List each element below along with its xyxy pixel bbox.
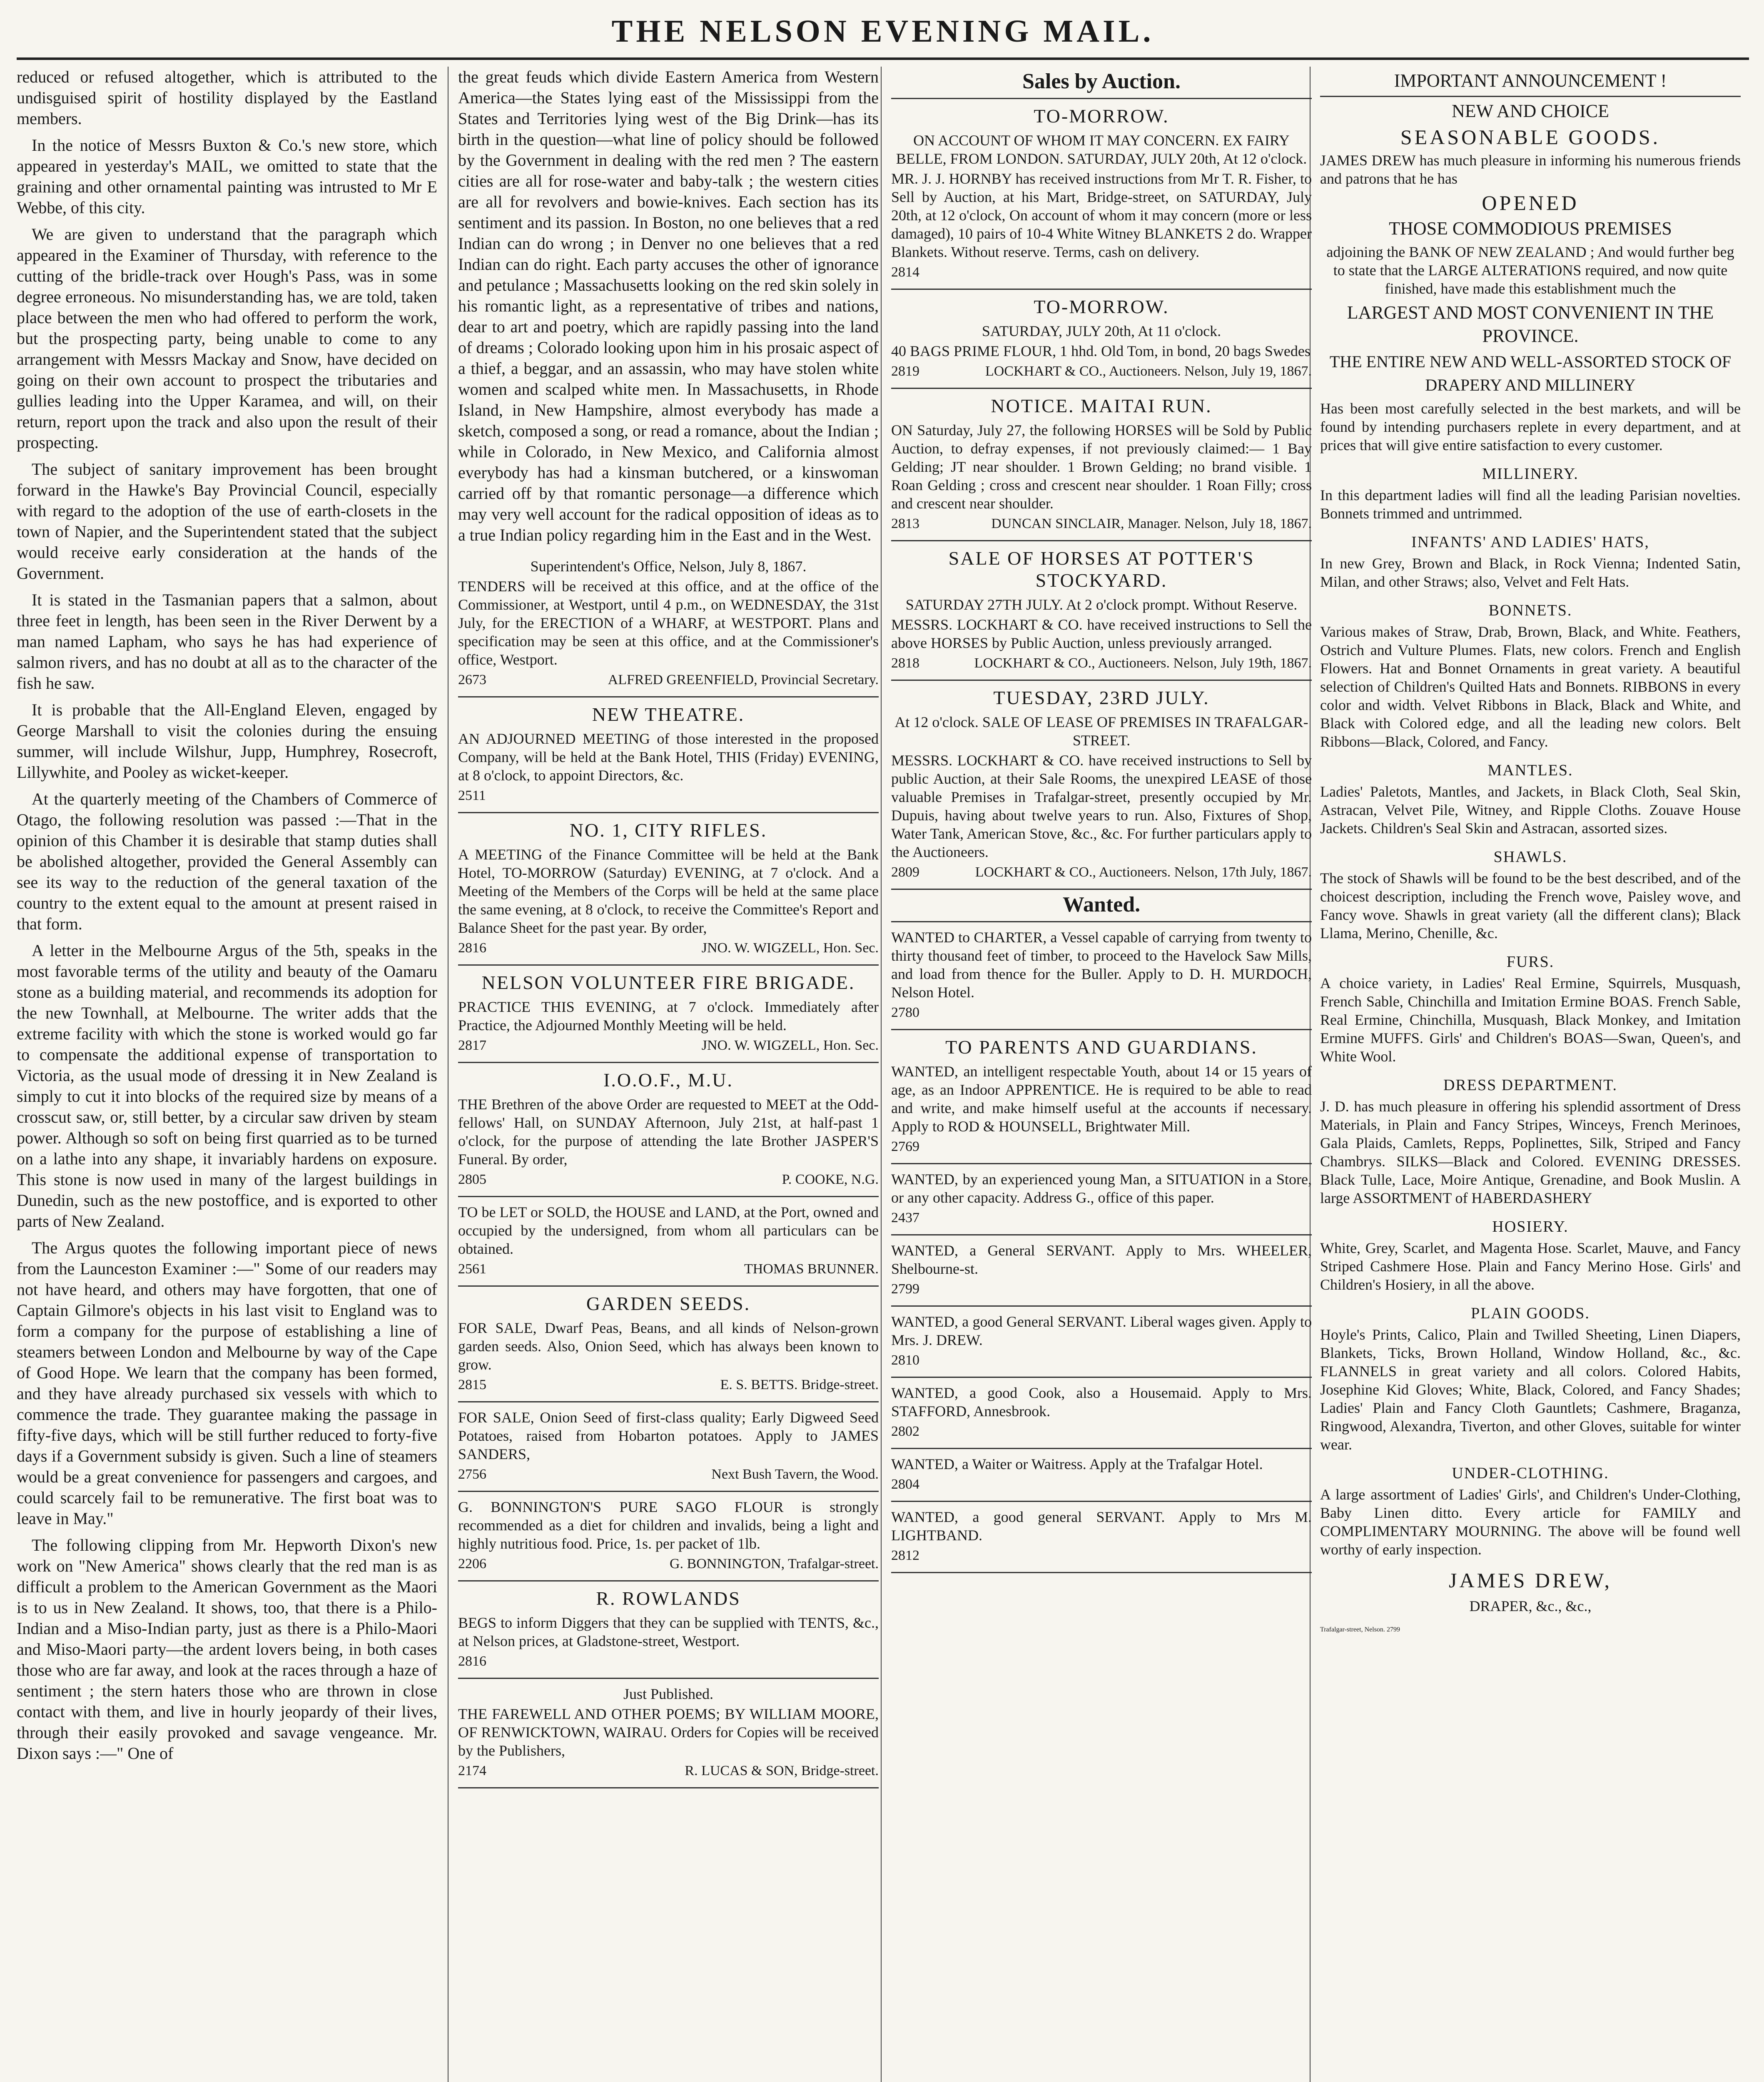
adjoin-text: adjoining the BANK OF NEW ZEALAND ; And would further beg to state that the LARGE ALTERATIONS required, and now quite finished, have made this establishment much the (1326, 244, 1734, 297)
stock-text: Has been most carefully selected in the best markets, and will be found by intending purchasers replete in every department, and at prices that will give entire satisfaction to every customer. (1320, 400, 1741, 453)
ad-body: TENDERS will be received at this office, and at the office of the Commissioner, at Westport, until 4 p.m., on WEDNESDAY, the 31st July, for the ERECTION of a WHARF, at WESTPORT. Plans and specification may be seen at this office, and at the Commissioner's office, Westport. (458, 578, 879, 668)
newspaper-page (17, 8, 1749, 2082)
advertisement (891, 290, 1312, 389)
ad-body: FOR SALE, Dwarf Peas, Beans, and all kinds of Nelson-grown garden seeds. Also, Onion Seed, which has always been known to grow. (458, 1320, 879, 1373)
ad-number: 2819 (891, 364, 919, 379)
ad-footer (458, 939, 879, 957)
ad-number: 2813 (891, 516, 919, 531)
ad-number: 2756 (458, 1467, 486, 1482)
ad-signature: P. COOKE, N.G. (782, 1172, 879, 1187)
ad-footer (891, 1352, 1312, 1369)
ad-body: MESSRS. LOCKHART & CO. have received instructions to Sell by public Auction, at their Sale Rooms, the unexpired LEASE of those valuable Premises in Trafalgar-street, presently occupied by Mr. Dupuis, having about twelve years to run. Also, Fixtures of Shop, Water Tank, American Stove, &c., &c. For further particulars apply to the Auctioneers. (891, 752, 1312, 860)
ad-subheading: At 12 o'clock. SALE OF LEASE OF PREMISES IN TRAFALGAR-STREET. (894, 714, 1308, 749)
announcement-line: NEW AND CHOICE (1451, 101, 1610, 121)
ad-footer (458, 787, 879, 804)
advertisement (458, 1679, 879, 1788)
auction-ads (891, 99, 1312, 890)
advertisement (891, 1164, 1312, 1235)
ad-heading: TO PARENTS AND GUARDIANS. (945, 1036, 1258, 1058)
ad-number: 2799 (1386, 1626, 1400, 1633)
advertisement (458, 697, 879, 813)
ad-heading: TO-MORROW. (1034, 296, 1169, 317)
ad-signature: E. S. BETTS. Bridge-street. (720, 1377, 879, 1392)
signature-address: Trafalgar-street, Nelson. (1320, 1626, 1385, 1633)
ad-body: MESSRS. LOCKHART & CO. have received instructions to Sell the above HORSES by Public Auction, unless previously arranged. (891, 616, 1312, 651)
ad-heading: TUESDAY, 23RD JULY. (993, 687, 1210, 708)
news-column-2 (458, 67, 879, 2082)
ad-heading: GARDEN SEEDS. (586, 1293, 751, 1314)
ad-number: 2437 (891, 1210, 919, 1225)
ad-footer (458, 1466, 879, 1483)
ad-footer (891, 1138, 1312, 1156)
advertisement (458, 551, 879, 697)
ad-signature: LOCKHART & CO., Auctioneers. Nelson, 17th July, 1867. (975, 864, 1312, 880)
article-paragraph: The following clipping from Mr. Hepworth Dixon's new work on "New America" shows clearly that the red man is as difficult a problem to the American Government as the Maori is to us in New Zealand. It shows, too, that there is a Philo-Indian and a Miso-Indian party, just as there is a Philo-Maori and Miso-Maori party—the ardent lovers being, in both cases those who are far away, and look at the races through a haze of sentiment ; the stern haters those who are thrown in close contact with them, and live in hourly jeopardy of their lives, through their easily provoked and savage vengeance. Mr. Dixon says :—" One of (17, 1536, 437, 1763)
goods-heading: DRESS DEPARTMENT. (1443, 1076, 1618, 1094)
ad-subheading: SATURDAY 27TH JULY. At 2 o'clock prompt. Without Reserve. (905, 596, 1298, 613)
ad-subheading: ON ACCOUNT OF WHOM IT MAY CONCERN. EX FAIRY BELLE, FROM LONDON. SATURDAY, JULY 20th, At 12 o'clock. (896, 132, 1307, 167)
article-paragraph: At the quarterly meeting of the Chambers of Commerce of Otago, the following resolution was passed :—That in the opinion of this Chamber it is desirable that stamp duties shall be abolished altogether, provided the General Assembly can see its way to the reduction of the general taxation of the country to the extent equal to the amount at present raised in that form. (17, 789, 437, 933)
article-text: the great feuds which divide Eastern America from Western America—the States lying east of the Mississippi from the States and Territories lying west of the Big Drink—has its birth in the question—what line of policy should be followed by the Government in dealing with the red men ? The eastern cities are all for rose-water and baby-talk ; the western cities are all for revolvers and bowie-knives. Each section has its sentiment and its passion. In Boston, no one believes that a red Indian can do wrong ; in Denver no one believes that a red Indian can do right. Each party accuses the other of ignorance and petulance ; Massachusetts looking on the red skin solely in his romantic light, as a representative of tribes and nations, dear to art and poetry, which are rapidly passing into the land of dreams ; Colorado looking upon him in his prosaic aspect of a thief, a beggar, and an assassin, who may have stolen white women and scalped white men. In Massachusetts, in Rhode Island, in New Hampshire, almost everybody has made a sketch, composed a song, or read a romance, about the Indian ; while in Colorado, in New Mexico, and California almost everybody has had a kinsman butchered, or a kinswoman carried off by that romantic personage—a difference which may very well account for the radical opposition of ideas as to a true Indian policy regarding him in the East and in the West. (458, 67, 879, 544)
ad-body: WANTED to CHARTER, a Vessel capable of carrying from twenty to thirty thousand feet of timber, to proceed to the Havelock Saw Mills, and load from thence for the Buller. Apply to D. H. MURDOCH, Nelson Hotel. (891, 929, 1312, 1001)
ad-footer (458, 1653, 879, 1670)
signature-address-row (1320, 1620, 1741, 1641)
ad-signature: JNO. W. WIGZELL, Hon. Sec. (701, 940, 879, 956)
premises-heading: THOSE COMMODIOUS PREMISES (1389, 218, 1672, 239)
ad-body: TO be LET or SOLD, the HOUSE and LAND, at the Port, owned and occupied by the undersigned, from whom all particulars can be obtained. (458, 1204, 879, 1257)
ad-subheading: Superintendent's Office, Nelson, July 8, 1867. (530, 558, 807, 575)
section-title-wanted: Wanted. (891, 890, 1312, 922)
advertisement (458, 1402, 879, 1492)
ad-footer (458, 1171, 879, 1188)
section-title-auctions: Sales by Auction. (891, 67, 1312, 99)
ad-heading: NOTICE. MAITAI RUN. (991, 395, 1212, 416)
ad-footer (891, 864, 1312, 881)
ad-footer (458, 1555, 879, 1573)
ad-footer (891, 1209, 1312, 1227)
advertisement (891, 1502, 1312, 1573)
advertisement (891, 541, 1312, 681)
goods-heading: SHAWLS. (1493, 848, 1567, 866)
goods-text: Hoyle's Prints, Calico, Plain and Twilled Sheeting, Linen Diapers, Blankets, Ticks, Brown Holland, Window Holland, &c., &c. FLANNELS in great variety and all colors. Colored Habits, Josephine Kid Gloves; White, Black, Colored, and Fancy Shades; Ladies' Plain and Fancy Cloth Gauntlets; Cashmere, Braganza, Ringwood, Alexandra, Tiverton, and other Gloves, suitable for winter wear. (1320, 1326, 1741, 1453)
goods-heading: PLAIN GOODS. (1471, 1305, 1590, 1322)
advertisement (458, 1492, 879, 1581)
ad-body: WANTED, a General SERVANT. Apply to Mrs. WHEELER, Shelbourne-st. (891, 1242, 1312, 1277)
ad-number: 2814 (891, 264, 919, 280)
ad-body: WANTED, by an experienced young Man, a SITUATION in a Store, or any other capacity. Address G., office of this paper. (891, 1171, 1312, 1206)
goods-text: Various makes of Straw, Drab, Brown, Black, and White. Feathers, Ostrich and Vulture Plumes. Flats, new colors. French and English Flowers. Hat and Bonnet Ornaments in great variety. A beautiful selection of Children's Quilted Hats and Bonnets. RIBBONS in every color and width. Velvet Ribbons in Black, Black and White, and Black with Colored edge, and all the leading new colors. Belt Ribbons—Black, Colored, and Fancy. (1320, 623, 1741, 750)
ad-footer (458, 1762, 879, 1780)
ad-body: 40 BAGS PRIME FLOUR, 1 hhd. Old Tom, in bond, 20 bags Swedes (891, 343, 1311, 359)
ad-number: 2809 (891, 864, 919, 880)
goods-heading: MILLINERY. (1482, 465, 1579, 483)
ad-number: 2805 (458, 1172, 486, 1187)
ad-number: 2815 (458, 1377, 486, 1392)
wanted-ads (891, 922, 1312, 1573)
ad-body: MR. J. J. HORNBY has received instructions from Mr T. R. Fisher, to Sell by Auction, at his Mart, Bridge-street, on SATURDAY, July 20th, at 12 o'clock, On account of whom it may concern (more or less damaged), 10 pairs of 10-4 White Witney BLANKETS 2 do. Wrapper Blankets. Without reserve. Terms, cash on delivery. (891, 170, 1312, 260)
ad-footer (891, 1004, 1312, 1021)
ad-number: 2818 (891, 655, 919, 671)
ad-number: 2769 (891, 1139, 919, 1154)
goods-sections (1320, 464, 1741, 1559)
goods-text: In this department ladies will find all the leading Parisian novelties. Bonnets trimmed and untrimmed. (1320, 487, 1741, 522)
goods-text: White, Grey, Scarlet, and Magenta Hose. Scarlet, Mauve, and Fancy Striped Cashmere Hose. Plain and Fancy Merino Hose. Girls' and Children's Hosiery, in all the above. (1320, 1240, 1741, 1293)
news-column-1 (17, 67, 437, 2082)
opened-heading: OPENED (1482, 191, 1579, 214)
advertisement (458, 966, 879, 1063)
goods-heading: MANTLES. (1487, 762, 1573, 779)
advertisement (891, 1307, 1312, 1378)
ad-number: 2802 (891, 1424, 919, 1439)
ad-signature: THOMAS BRUNNER. (744, 1261, 879, 1277)
ad-heading: NEW THEATRE. (592, 704, 745, 725)
ad-signature: LOCKHART & CO., Auctioneers. Nelson, July 19, 1867. (985, 364, 1312, 379)
ad-signature: JNO. W. WIGZELL, Hon. Sec. (701, 1038, 879, 1053)
goods-text: Ladies' Paletots, Mantles, and Jackets, in Black Cloth, Seal Skin, Astracan, Velvet Pile, Witney, and Ripple Cloths. Zouave House Jackets. Children's Seal Skin and Astracan, assorted sizes. (1320, 783, 1741, 837)
ad-heading: NELSON VOLUNTEER FIRE BRIGADE. (481, 972, 855, 993)
ad-heading: SALE OF HORSES AT POTTER'S STOCKYARD. (948, 548, 1255, 591)
ad-signature: R. LUCAS & SON, Bridge-street. (685, 1763, 879, 1778)
advertisement (458, 1287, 879, 1402)
advertisements (458, 551, 879, 1788)
column-divider (881, 67, 882, 2082)
ad-number: 2816 (458, 1654, 486, 1669)
ad-footer (458, 1260, 879, 1278)
ad-footer (891, 655, 1312, 672)
ad-heading: I.O.O.F., M.U. (603, 1069, 733, 1091)
ad-number: 2780 (891, 1005, 919, 1020)
ad-body: FOR SALE, Onion Seed of first-class quality; Early Digweed Seed Potatoes, raised from Hobarton potatoes. Apply to JAMES SANDERS, (458, 1409, 879, 1462)
ad-body: G. BONNINGTON'S PURE SAGO FLOUR is strongly recommended as a diet for children and invalids, being a light and highly nutritious food. Price, 1s. per packet of 1lb. (458, 1499, 879, 1552)
goods-text: J. D. has much pleasure in offering his splendid assortment of Dress Materials, in Plain and Fancy Stripes, Winceys, French Merinoes, Gala Plaids, Camlets, Repps, Poplinettes, Silk, Striped and Fancy Chambrys. SILKS—Black and Colored. EVENING DRESSES. Black Tulle, Lace, Moire Antique, Grenadine, and Book Muslin. A large ASSORTMENT of HABERDASHERY (1320, 1098, 1741, 1206)
goods-text: The stock of Shawls will be found to be the best described, and of the choicest description, including the French wove, Paisley wove, and Fancy wove. Shawls in great variety (all the different clans); Black Llama, Merino, Chenille, &c. (1320, 870, 1741, 941)
advertisement (891, 389, 1312, 541)
advertisement (891, 1030, 1312, 1164)
ad-number: 2810 (891, 1352, 919, 1368)
ad-footer (891, 1280, 1312, 1298)
goods-heading: HOSIERY. (1492, 1218, 1569, 1235)
ad-body: BEGS to inform Diggers that they can be supplied with TENTS, &c., at Nelson prices, at Gladstone-street, Westport. (458, 1614, 879, 1649)
ad-footer (891, 363, 1312, 380)
ad-footer (458, 671, 879, 689)
stock-heading: THE ENTIRE NEW AND WELL-ASSORTED STOCK OF DRAPERY AND MILLINERY (1329, 352, 1732, 394)
largest-heading: LARGEST AND MOST CONVENIENT IN THE PROVINCE. (1347, 302, 1714, 346)
advertisement (458, 1063, 879, 1197)
ad-footer (891, 264, 1312, 281)
announcement-title: IMPORTANT ANNOUNCEMENT ! (1320, 69, 1741, 97)
ad-body: PRACTICE THIS EVENING, at 7 o'clock. Immediately after Practice, the Adjourned Monthly Meeting will be held. (458, 999, 879, 1034)
advertisement (891, 1449, 1312, 1502)
signature-trade: DRAPER, &c., &c., (1469, 1598, 1592, 1614)
article-paragraph: We are given to understand that the paragraph which appeared in the Examiner of Thursday, with reference to the cutting of the bridle-track over Hough's Pass, was in some degree erroneous. No misunderstanding has, we are told, taken place between the men who had offered to perform the work, but the prospecting party, being unable to come to any arrangement with Messrs Mackay and Snow, have decided on going on their own account to prospect the tributaries and gullies leading into the Upper Karamea, and will, on their return, report upon the track and also upon the result of their prospecting. (17, 225, 437, 452)
ad-number: 2799 (891, 1281, 919, 1297)
ad-number: 2561 (458, 1261, 486, 1277)
ad-heading: NO. 1, CITY RIFLES. (569, 819, 767, 841)
goods-text: A choice variety, in Ladies' Real Ermine, Squirrels, Musquash, French Sable, Chinchilla and Imitation Ermine BOAS. French Sable, Real Ermine, Chinchilla, Musquash, Black Monkey, and Imitation Ermine MUFFS. Girls' and Children's BOAS—Swan, Queen's, and White Wool. (1320, 975, 1741, 1065)
article-paragraph: It is stated in the Tasmanian papers that a salmon, about three feet in length, has been seen in the River Derwent by a man named Lapham, who says he has had experience of salmon rivers, and has no doubt at all as to the character of the fish he saw. (17, 590, 437, 692)
article-paragraph: The subject of sanitary improvement has been brought forward in the Hawke's Bay Provincial Council, especially with regard to the adoption of the use of earth-closets in the town of Napier, and the Superintendent stated that the subject would receive early consideration at the hands of the Government. (17, 460, 437, 583)
ad-body: WANTED, an intelligent respectable Youth, about 14 or 15 years of age, as an Indoor APPRENTICE. He is required to be able to read and write, and make himself useful at the accounts if necessary. Apply to ROD & HOUNSELL, Brightwater Mill. (891, 1063, 1312, 1135)
ad-signature: Next Bush Tavern, the Wood. (711, 1467, 879, 1482)
ad-body: WANTED, a good General SERVANT. Liberal wages given. Apply to Mrs. J. DREW. (891, 1313, 1312, 1348)
ad-body: THE FAREWELL AND OTHER POEMS; BY WILLIAM MOORE, OF RENWICKTOWN, WAIRAU. Orders for Copies will be received by the Publishers, (458, 1706, 879, 1759)
article-paragraph: The Argus quotes the following important piece of news from the Launceston Examiner :—" Some of our readers may not have heard, and others may have forgotten, that one of Captain Gilmore's objects in his last visit to England was to form a company for the purpose of establishing a line of steamers between London and Melbourne by way of the Cape of Good Hope. We learn that the company has been formed, and they have already purchased six vessels with which to commence the trade. They guarantee making the passage in fifty-five days, which will be still further reduced to forty-five days if a Government subsidy is given. Such a line of steamers would be a great convenience for passengers and cargoes, and could scarcely fail to be remunerative. The first boat was to leave in May." (17, 1238, 437, 1528)
ad-number: 2174 (458, 1763, 486, 1778)
ad-footer (891, 1476, 1312, 1493)
ad-subheading: Just Published. (623, 1686, 714, 1702)
ad-body: WANTED, a good Cook, also a Housemaid. Apply to Mrs. STAFFORD, Annesbrook. (891, 1385, 1312, 1420)
ad-number: 2817 (458, 1038, 486, 1053)
masthead: THE NELSON EVENING MAIL. (611, 14, 1154, 49)
ad-body: WANTED, a Waiter or Waitress. Apply at the Trafalgar Hotel. (891, 1456, 1263, 1472)
ad-body: ON Saturday, July 27, the following HORSES will be Sold by Public Auction, to defray expenses, if not previously claimed:— 1 Bay Gelding; JT near shoulder. 1 Brown Gelding; no brand visible. 1 Roan Gelding ; cross and crescent near shoulder. 1 Roan Filly; cross and crescent near shoulder. (891, 422, 1312, 512)
ad-footer (458, 1376, 879, 1394)
ad-heading: TO-MORROW. (1034, 105, 1169, 127)
goods-heading: BONNETS. (1488, 602, 1572, 619)
advertisement (891, 99, 1312, 290)
goods-heading: INFANTS' AND LADIES' HATS, (1411, 533, 1649, 551)
advertisement (891, 681, 1312, 890)
goods-text: A large assortment of Ladies' Girls', and Children's Under-Clothing, Baby Linen ditto. Every article for FAMILY and COMPLIMENTARY MOURNING. The above will be found well worthy of early inspection. (1320, 1486, 1741, 1558)
announcement-intro: JAMES DREW has much pleasure in informing his numerous friends and patrons that he has (1320, 152, 1741, 187)
article-paragraph: In the notice of Messrs Buxton & Co.'s new store, which appeared in yesterday's MAIL, we omitted to state that the graining and other ornamental painting was intrusted to Mr E Webbe, of this city. (17, 136, 437, 217)
ad-number: 2206 (458, 1556, 486, 1571)
ad-subheading: SATURDAY, JULY 20th, At 11 o'clock. (982, 323, 1221, 339)
article-paragraph: It is probable that the All-England Eleven, engaged by George Marshall to visit the colonies during the ensuing summer, will include Wilshur, Jupp, Humphrey, Rosecroft, Lillywhite, and Pooley as wicket-keeper. (17, 700, 437, 782)
auction-column (891, 67, 1312, 2082)
ad-footer (458, 1037, 879, 1054)
ad-body: WANTED, a good general SERVANT. Apply to Mrs M. LIGHTBAND. (891, 1509, 1312, 1544)
ad-footer (891, 1547, 1312, 1564)
goods-text: In new Grey, Brown and Black, in Rock Vienna; Indented Satin, Milan, and other Straws; also, Velvet and Felt Hats. (1320, 555, 1741, 590)
ad-signature: DUNCAN SINCLAIR, Manager. Nelson, July 18, 1867. (991, 516, 1312, 531)
ad-number: 2673 (458, 672, 486, 687)
ad-signature: LOCKHART & CO., Auctioneers. Nelson, July 19th, 1867. (974, 655, 1312, 671)
advertisement (891, 1378, 1312, 1449)
ad-number: 2511 (458, 788, 486, 803)
announcement-line: SEASONABLE GOODS. (1400, 125, 1661, 149)
advertisement (891, 922, 1312, 1030)
ad-footer (891, 1423, 1312, 1440)
signature-name: JAMES DREW, (1449, 1569, 1612, 1592)
ad-footer (891, 515, 1312, 533)
ad-number: 2816 (458, 940, 486, 956)
ad-body: A MEETING of the Finance Committee will be held at the Bank Hotel, TO-MORROW (Saturday) EVENING, at 7 o'clock. And a Meeting of the Members of the Corps will be held at the same place the same evening, at 8 o'clock, to receive the Committee's Report and Balance Sheet for the past year. By order, (458, 846, 879, 936)
masthead-rule (17, 57, 1749, 60)
ad-signature: ALFRED GREENFIELD, Provincial Secretary. (608, 672, 879, 687)
article-paragraph: A letter in the Melbourne Argus of the 5th, speaks in the most favorable terms of the utility and beauty of the Oamaru stone as a building material, and recommends its adoption for the new Townhall, at Melbourne. The writer adds that the extreme facility with which the stone is worked would go far to compensate the additional expense of transportation to Victoria, as the usual mode of dressing it in New Zealand is simply to cut it into blocks of the required size by means of a crosscut saw, or, still better, by a circular saw driven by steam power. Although so soft on being first quarried as to be turned on a lathe into any shape, it invariably hardens on exposure. This stone is now used in many of the largest buildings in Dunedin, such as the new postoffice, and is exported to other parts of New Zealand. (17, 941, 437, 1230)
article-paragraph: reduced or refused altogether, which is attributed to the undisguised spirit of hostility displayed by the Eastland members. (17, 67, 437, 128)
goods-heading: FURS. (1506, 953, 1555, 971)
ad-number: 2812 (891, 1548, 919, 1563)
advertisement (458, 813, 879, 966)
ad-body: THE Brethren of the above Order are requested to MEET at the Odd-fellows' Hall, on SUNDAY Afternoon, July 21st, at half-past 1 o'clock, for the purpose of attending the late Brother JASPER'S Funeral. By order, (458, 1096, 879, 1168)
advertisement (458, 1581, 879, 1679)
advertisement (891, 1235, 1312, 1307)
drapery-announcement (1320, 67, 1741, 2082)
ad-signature: G. BONNINGTON, Trafalgar-street. (670, 1556, 879, 1571)
ad-body: AN ADJOURNED MEETING of those interested in the proposed Company, will be held at the Bank Hotel, THIS (Friday) EVENING, at 8 o'clock, to appoint Directors, &c. (458, 730, 879, 784)
ad-number: 2804 (891, 1477, 919, 1492)
ad-heading: R. ROWLANDS (596, 1588, 741, 1609)
advertisement (458, 1197, 879, 1287)
goods-heading: UNDER-CLOTHING. (1452, 1464, 1609, 1482)
